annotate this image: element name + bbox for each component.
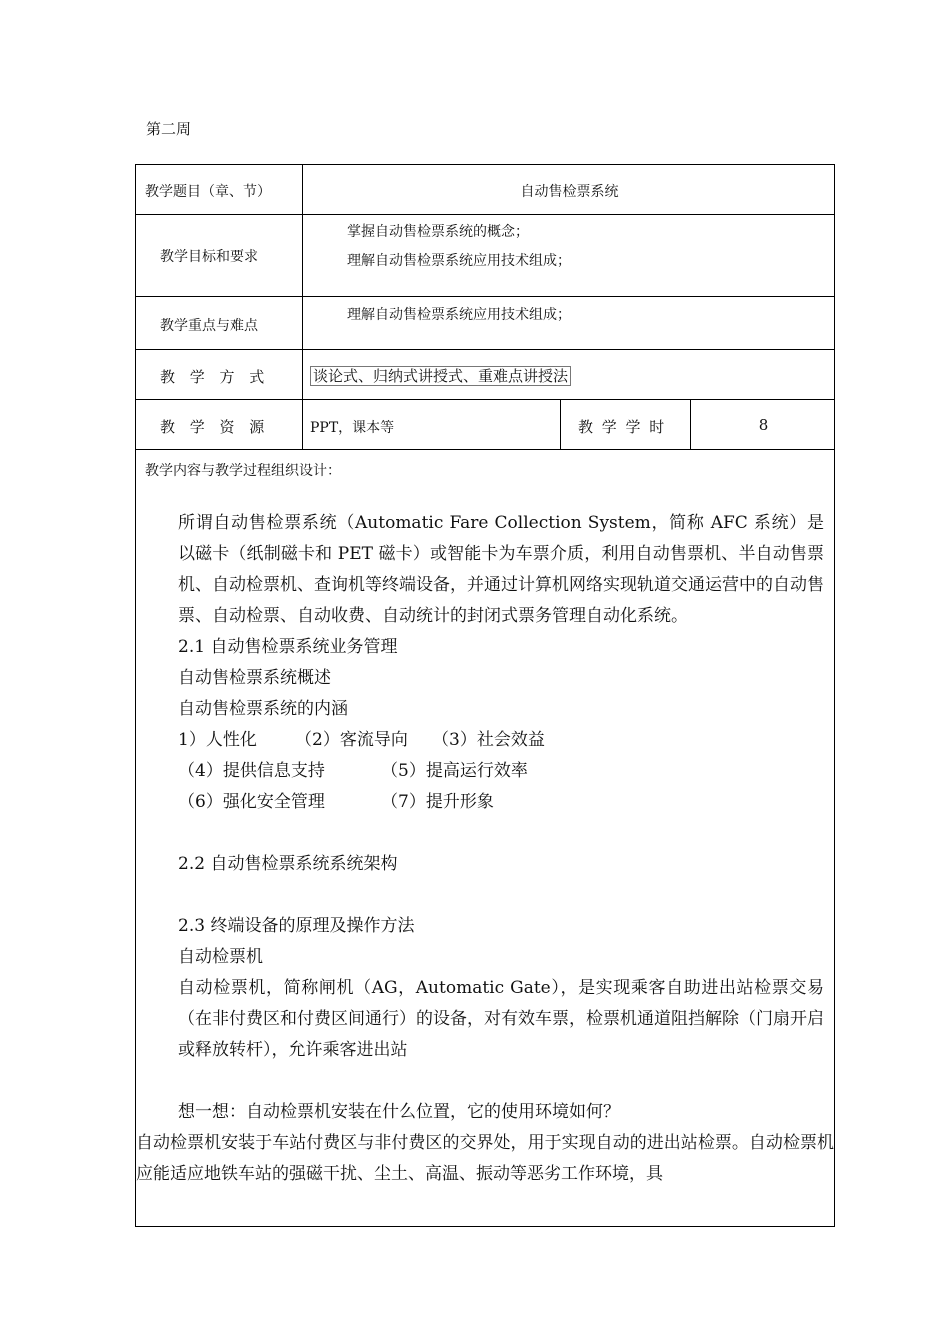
column-divider xyxy=(302,165,303,449)
week-label: 第二周 xyxy=(146,120,192,138)
hours-label: 教 学 学 时 xyxy=(578,418,665,436)
point-2: （2）客流导向 xyxy=(295,730,408,750)
connotation-heading: 自动售检票系统的内涵 xyxy=(178,699,348,719)
point-7: （7）提升形象 xyxy=(381,792,494,812)
content-heading: 教学内容与教学过程组织设计： xyxy=(145,463,341,479)
method-value-box xyxy=(310,365,571,386)
ag-title: 自动检票机 xyxy=(178,947,263,967)
hours-value: 8 xyxy=(758,416,769,434)
point-6: （6）强化安全管理 xyxy=(178,792,325,812)
content-body xyxy=(136,508,834,1190)
resources-value: PPT，课本等 xyxy=(310,420,395,436)
goals-line-1: 掌握自动售检票系统的概念； xyxy=(347,224,529,240)
point-5: （5）提高运行效率 xyxy=(381,761,528,781)
method-value: 谈论式、归纳式讲授式、重难点讲授法 xyxy=(310,366,571,386)
row-divider xyxy=(136,296,834,297)
spacer xyxy=(145,818,824,849)
overview-heading: 自动售检票系统概述 xyxy=(178,668,331,688)
column-divider xyxy=(560,399,561,449)
row-divider xyxy=(136,214,834,215)
points-row-3 xyxy=(145,787,824,818)
spacer xyxy=(145,880,824,911)
spacer xyxy=(145,1066,824,1097)
row-divider xyxy=(136,449,834,450)
topic-label: 教学题目（章、节） xyxy=(145,184,271,200)
points-row-1 xyxy=(145,725,824,756)
think-question: 想一想：自动检票机安装在什么位置，它的使用环境如何？ xyxy=(178,1102,620,1122)
topic-value: 自动售检票系统 xyxy=(520,184,619,200)
keypoints-line-1: 理解自动售检票系统应用技术组成； xyxy=(347,307,571,323)
keypoints-label: 教学重点与难点 xyxy=(160,318,258,334)
ag-description: 自动检票机，简称闸机（AG，Automatic Gate），是实现乘客自助进出站检票交易（在非付费区和付费区间通行）的设备，对有效车票，检票机通道阻挡解除（门扇开启或释放转杆），允许乘客进出站 xyxy=(178,978,824,1060)
intro-paragraph: 所谓自动售检票系统（Automatic Fare Collection System，简称 AFC 系统）是以磁卡（纸制磁卡和 PET 磁卡）或智能卡为车票介质，利用自动售票机、半自动售票机、自动检票机、查询机等终端设备，并通过计算机网络实现轨道交通运营中的自动售票、自动检票、自动收费、自动统计的封闭式票务管理自动化系统。 xyxy=(178,513,824,626)
point-1: 1）人性化 xyxy=(178,730,257,750)
section-2-3: 2.3 终端设备的原理及操作方法 xyxy=(178,916,415,936)
section-2-1: 2.1 自动售检票系统业务管理 xyxy=(178,637,398,657)
section-2-2: 2.2 自动售检票系统系统架构 xyxy=(178,854,398,874)
method-label: 教 学 方 式 xyxy=(160,368,265,386)
goals-line-2: 理解自动售检票系统应用技术组成； xyxy=(347,253,571,269)
points-row-2 xyxy=(145,756,824,787)
goals-label: 教学目标和要求 xyxy=(160,249,258,265)
answer-paragraph: 自动检票机安装于车站付费区与非付费区的交界处，用于实现自动的进出站检票。自动检票机应能适应地铁车站的强磁干扰、尘土、高温、振动等恶劣工作环境，具 xyxy=(136,1133,834,1184)
lesson-plan-table xyxy=(135,164,835,1227)
resources-label: 教 学 资 源 xyxy=(160,418,265,436)
row-divider xyxy=(136,349,834,350)
point-4: （4）提供信息支持 xyxy=(178,761,325,781)
row-divider xyxy=(136,399,834,400)
point-3: （3）社会效益 xyxy=(432,730,545,750)
